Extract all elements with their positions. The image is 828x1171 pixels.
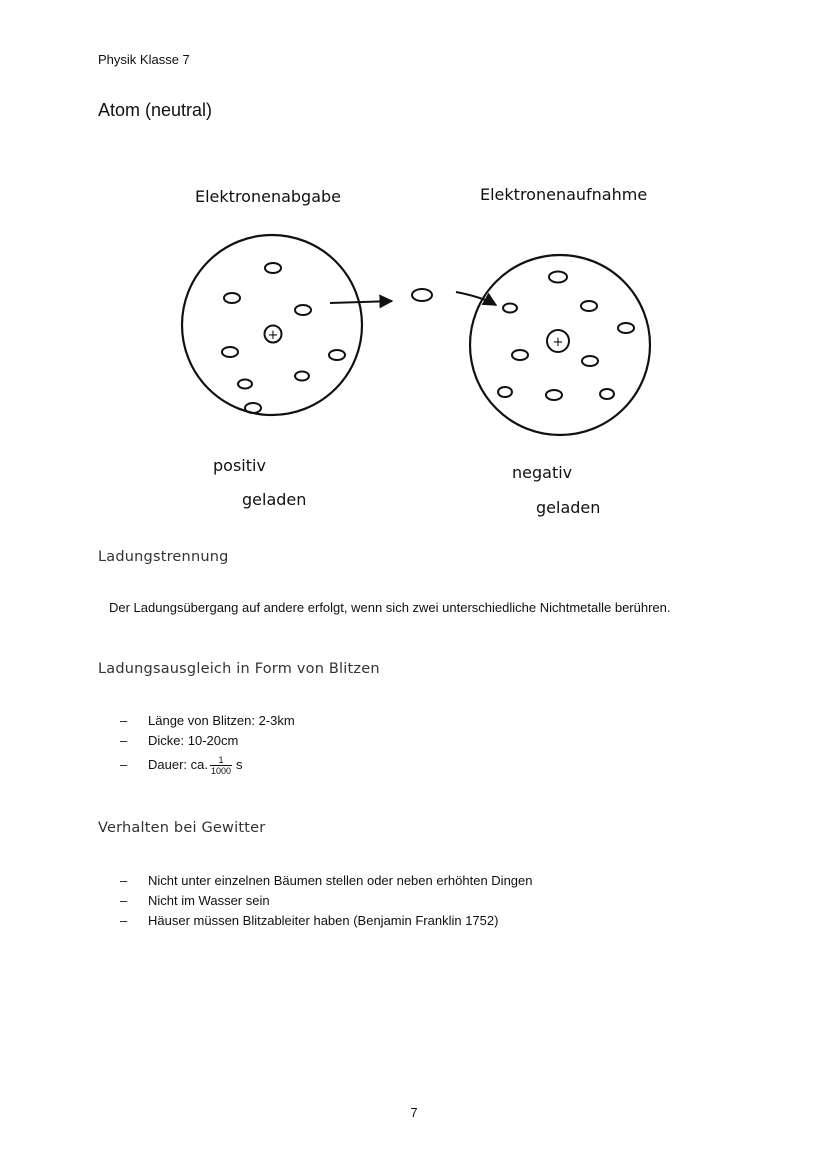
transfer-arrow: [330, 301, 392, 303]
page-number: 7: [410, 1105, 418, 1120]
left-electrons: [222, 263, 345, 413]
page-header: Physik Klasse 7: [98, 52, 190, 67]
right-electrons: [498, 272, 634, 401]
list-marker: –: [120, 757, 128, 772]
label-elektronenabgabe: Elektronenabgabe: [195, 187, 341, 206]
list-blitze: [120, 711, 295, 779]
list-item: – Länge von Blitzen: 2-3km: [120, 711, 295, 731]
transferred-electron: [412, 289, 432, 301]
list-item: – Nicht unter einzelnen Bäumen stellen oder neben erhöhten Dingen: [120, 871, 532, 891]
list-item: – Dicke: 10-20cm: [120, 731, 295, 751]
heading-ladungstrennung: Ladungstrennung: [98, 549, 229, 565]
duration-prefix: Dauer: ca.: [148, 757, 208, 772]
paragraph-ladungstrennung: Der Ladungsübergang auf andere erfolgt, wenn sich zwei unterschiedliche Nichtmetalle berühren.: [109, 600, 671, 615]
list-marker: –: [120, 893, 128, 908]
heading-blitze: Ladungsausgleich in Form von Blitzen: [98, 661, 380, 677]
label-geladen-left: geladen: [242, 490, 307, 509]
right-nucleus: [547, 330, 569, 352]
list-gewitter: [120, 871, 532, 931]
label-negativ: negativ: [512, 463, 573, 482]
list-item: – Nicht im Wasser sein: [120, 891, 532, 911]
capture-arrow: [456, 292, 496, 305]
svg-text:+: +: [552, 335, 564, 350]
duration-fraction: $\frac{1}{1000}$: [210, 755, 232, 777]
left-nucleus: [265, 326, 282, 344]
label-elektronenaufnahme: Elektronenaufnahme: [480, 185, 648, 204]
list-marker: –: [120, 733, 128, 748]
list-marker: –: [120, 873, 128, 888]
label-geladen-right: geladen: [536, 498, 601, 517]
label-positiv: positiv: [213, 456, 266, 475]
list-item: – Häuser müssen Blitzableiter haben (Benjamin Franklin 1752): [120, 911, 532, 931]
atom-drawing: [170, 165, 690, 525]
heading-gewitter: Verhalten bei Gewitter: [98, 820, 266, 836]
list-marker: –: [120, 913, 128, 928]
page-title: Atom (neutral): [98, 100, 213, 120]
list-marker: –: [120, 713, 128, 728]
list-item: [120, 751, 295, 779]
svg-text:+: +: [267, 328, 279, 343]
duration-unit: s: [236, 757, 243, 772]
